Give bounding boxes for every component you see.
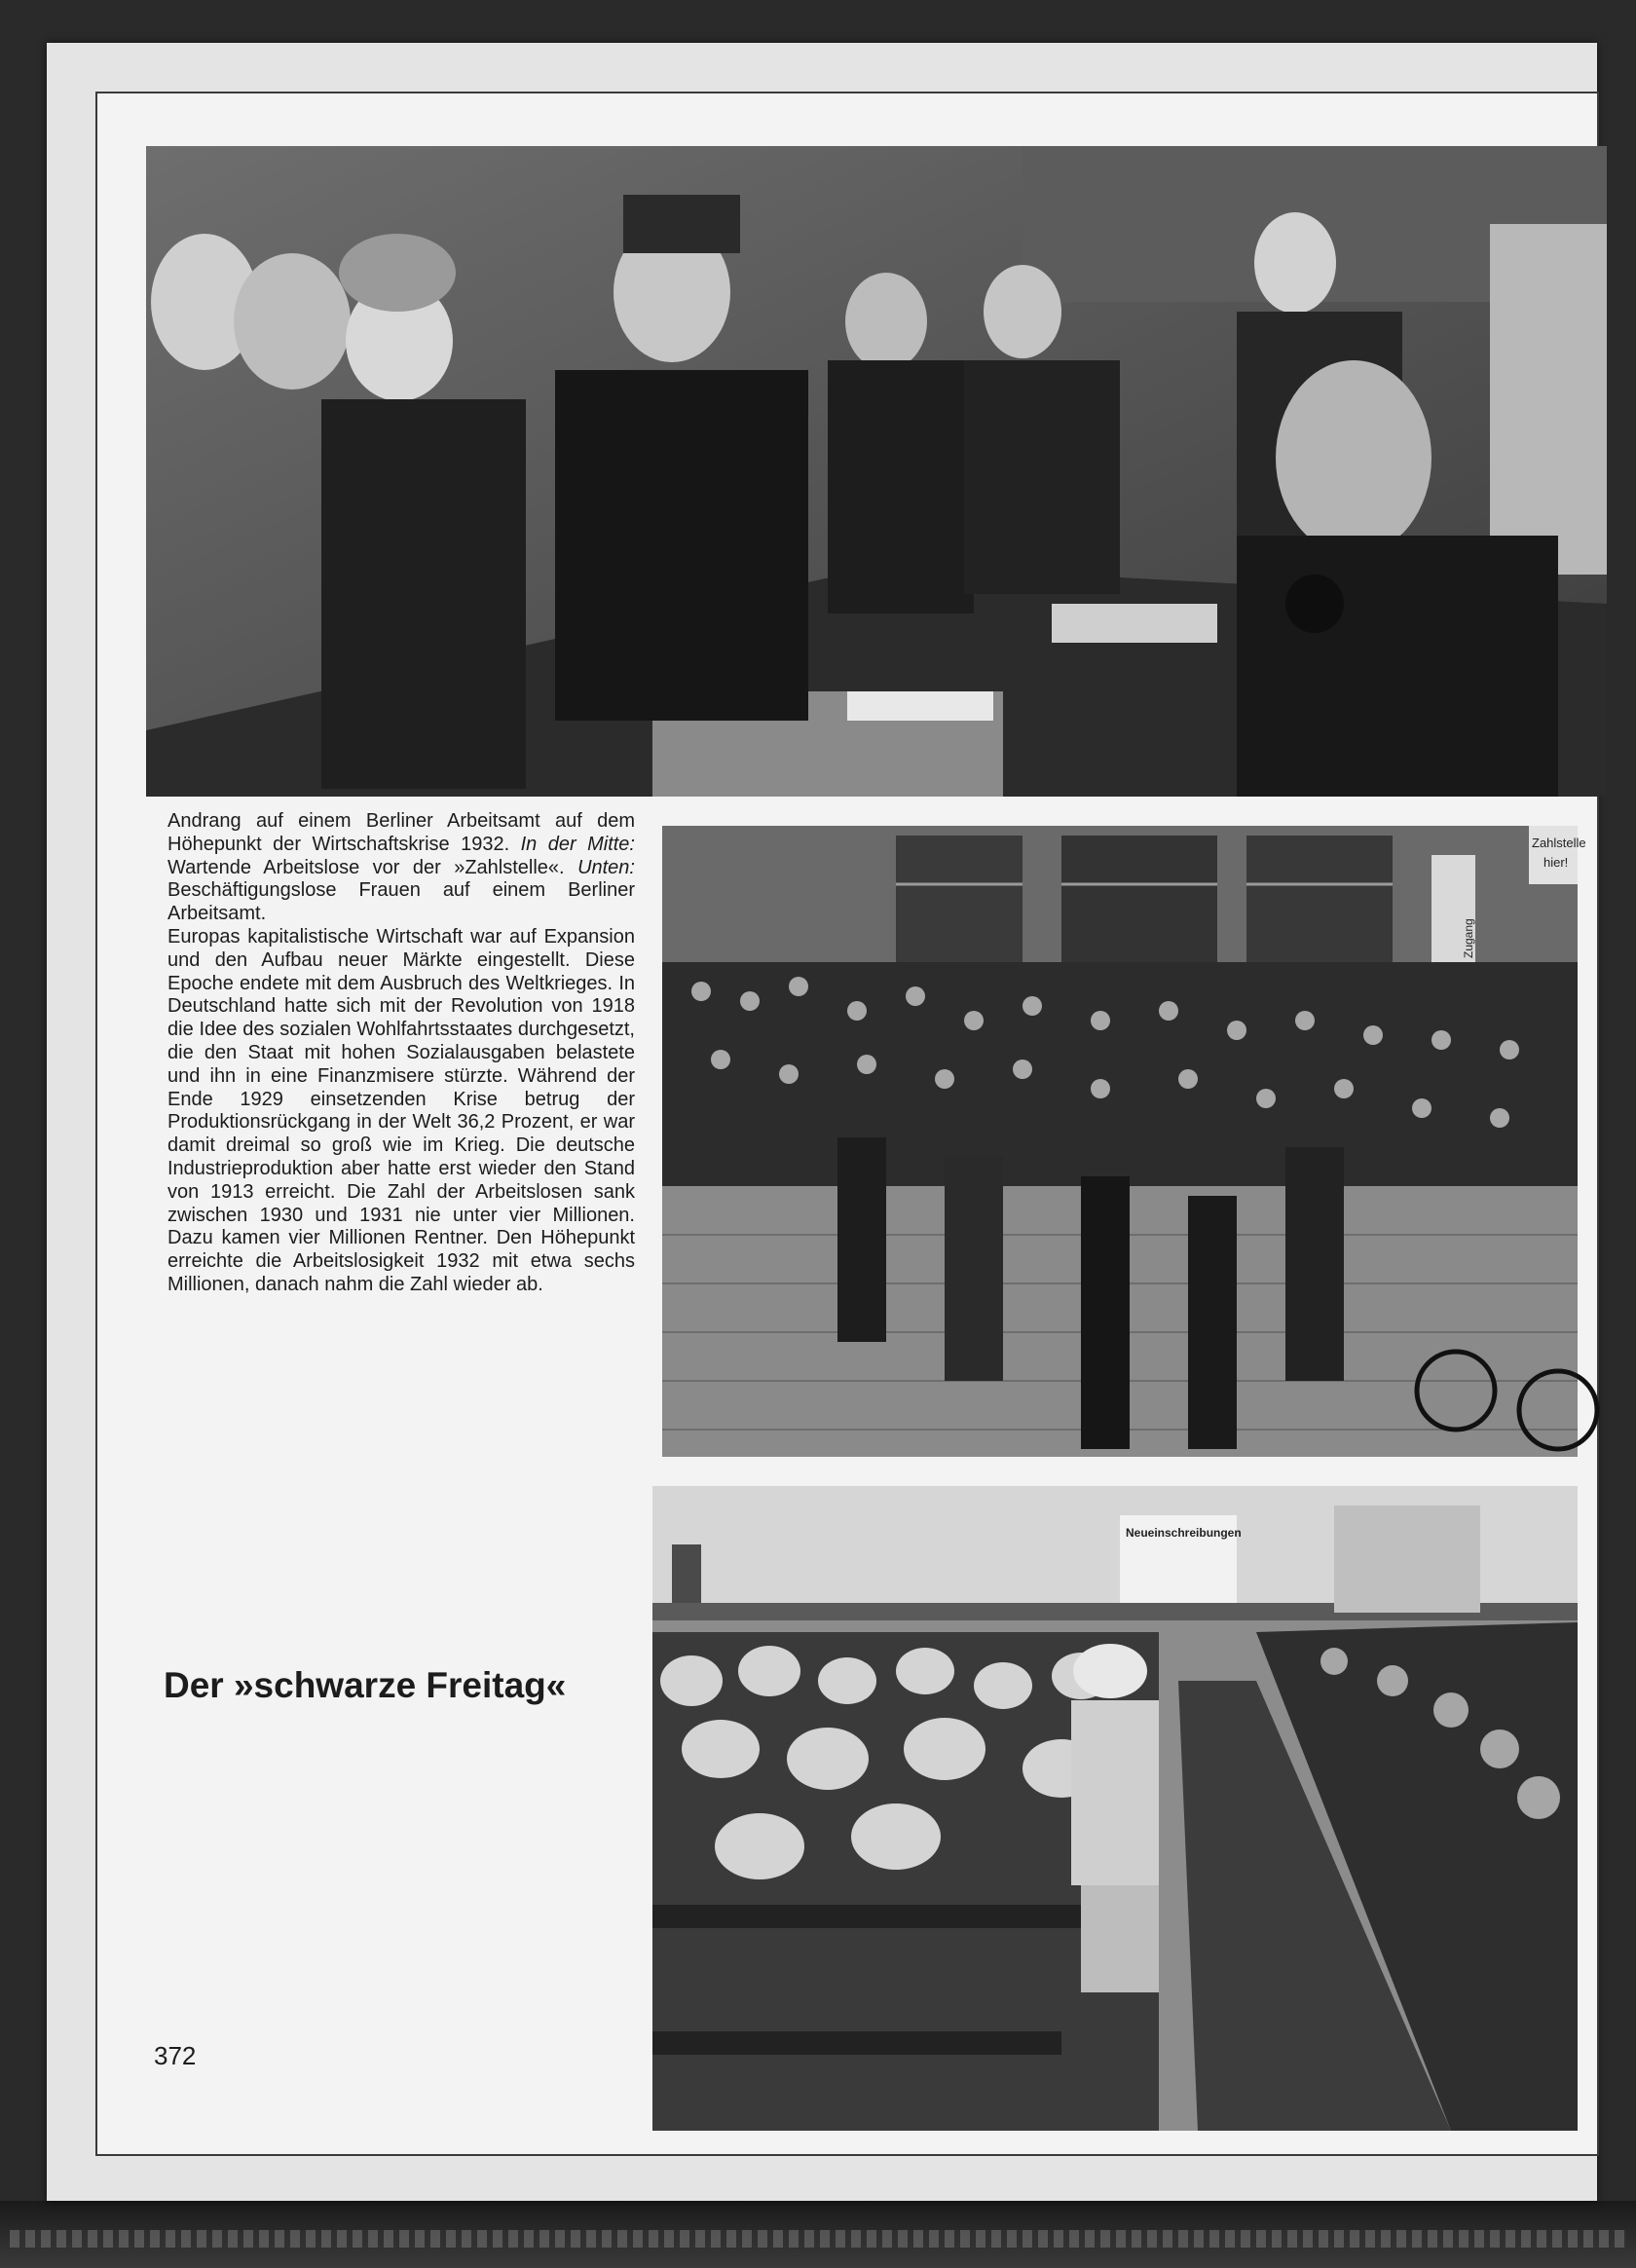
caption-paragraph <box>167 810 635 926</box>
book-page <box>95 92 1599 2156</box>
caption-mid-label: In der Mitte: <box>520 833 635 855</box>
caption-bottom-text: Beschäftigungslose Frauen auf einem Berliner Arbeitsamt. <box>167 879 635 925</box>
photo-zahlstelle-crowd <box>662 826 1586 1457</box>
caption-intro: Andrang auf einem Berliner Arbeitsamt auf dem Höhepunkt der Wirtschaftskrise 1932. <box>167 810 635 855</box>
page-number: 372 <box>154 2041 197 2070</box>
caption-mid-text: Wartende Arbeitslose vor der »Zahlstelle«. <box>167 856 565 878</box>
sign-hier: hier! <box>1543 855 1569 870</box>
sign-zahlstelle: Zahlstelle <box>1532 836 1586 850</box>
sign-neueinschreibungen: Neueinschreibungen <box>1126 1526 1242 1540</box>
photo-arbeitsamt-counter <box>146 146 1607 797</box>
album-sheet <box>47 43 1597 2201</box>
photo-waiting-women <box>652 1486 1578 2131</box>
body-paragraph: Europas kapitalistische Wirtschaft war auf Expansion und den Aufbau neuer Märkte eingestellt. Diese Epoche endete mit dem Ausbruch des Weltkrieges. In Deutschland hatte sich mit der Revolution von 1918 die Idee des sozialen Wohlfahrtsstaates durchgesetzt, die den Staat mit hohen Sozialausgaben belastete und ihn in eine Finanzmisere stürzte. Während der Ende 1929 einsetzenden Krise betrug der Produktionsrückgang in der Welt 36,2 Prozent, er war damit dreimal so groß wie im Krieg. Die deutsche Industrieproduktion aber hatte erst wieder den Stand von 1913 erreicht. Die Zahl der Arbeitslosen sank zwischen 1930 und 1931 nie unter vier Millionen. Dazu kamen vier Millionen Rentner. Den Höhepunkt erreichte die Arbeitslosigkeit 1932 mit etwa sechs Millionen, danach nahm die Zahl wieder ab. <box>167 925 635 1295</box>
caption-text <box>167 810 635 1297</box>
sign-eingang: Zugang <box>1462 918 1475 958</box>
section-heading: Der »schwarze Freitag« <box>164 1665 567 1705</box>
caption-bottom-label: Unten: <box>577 856 635 878</box>
binder-holes <box>10 2230 1626 2248</box>
